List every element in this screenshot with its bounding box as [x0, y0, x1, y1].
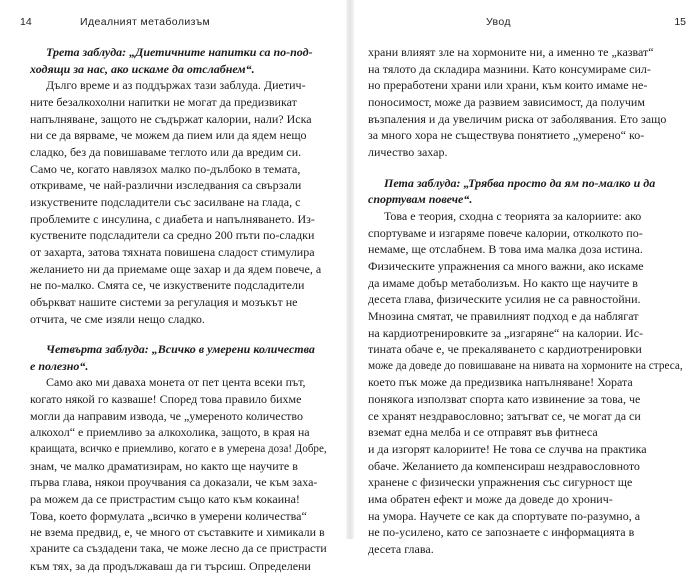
- text-line: Само че, когато навлязох малко по-дълбоко в темата,: [30, 161, 301, 176]
- text-line: да имаме добър метаболизъм. Но както ще научите в: [368, 275, 638, 290]
- left-page-body: [30, 44, 330, 574]
- right-page-body: [368, 44, 686, 558]
- text-line: когато някой го казваше! Според това правило бихме: [30, 392, 302, 407]
- text-line: алкохол“ е приемливо за алкохолика, защото, в края на: [30, 425, 310, 440]
- section-heading-line: Пета заблуда: „Трябва просто да ям по-малко и да: [384, 175, 656, 190]
- text-line: личество захар.: [368, 144, 448, 159]
- text-line: ните безалкохолни напитки не могат да предизвикат: [30, 94, 297, 109]
- text-line: изкуствените подсладители със засилване на глада, с: [30, 194, 301, 209]
- text-line: десета глава, физическите усилия не са равностойни.: [368, 292, 641, 307]
- text-line: има обратен ефект и може да доведе до хронич-: [368, 492, 613, 507]
- text-line: Дълго време и аз поддържах тази заблуда. Диетич-: [46, 78, 306, 93]
- text-line: желанието ни да приемаме още захар и да ядем повече, а: [30, 261, 322, 276]
- paragraph-gap: [368, 161, 686, 175]
- text-line: Това, което формулата „всичко в умерени количества“: [30, 508, 307, 523]
- section-heading-line: е полезно“.: [30, 358, 89, 373]
- text-line: поносимост, може да развием зависимост, да получим: [368, 94, 645, 109]
- text-line: на тялото да складира мазнини. Като консумираме сил-: [368, 61, 651, 76]
- text-line: понякога използват спорта като извинение за това, че: [368, 392, 641, 407]
- text-line: напълняване, защото не съдържат калории, нали? Иска: [30, 111, 312, 126]
- text-line: Мнозина смятат, че правилният подход е да наблягат: [368, 308, 639, 323]
- text-line: възпаления и да увеличим риска от заболявания. Ето защо: [368, 111, 667, 126]
- text-line: но преработени храни или храни, към които имаме не-: [368, 78, 648, 93]
- text-line: към тях, за да продължаваш да ги търсиш. Определени: [30, 558, 311, 573]
- text-line: проблемите с инсулина, с диабета и напълняването. Из-: [30, 211, 315, 226]
- text-line: немаме, ще отслабнем. В това има малка доза истина.: [368, 242, 643, 257]
- page-number-left: 14: [20, 16, 32, 28]
- page-number-right: 15: [674, 16, 686, 28]
- text-line: откриваме, че най-различни изследвания са свързали: [30, 178, 302, 193]
- text-line: което пък може да предизвика напълняване! Хората: [368, 375, 633, 390]
- text-line: за много хора не съществува понятието „умерено“ ко-: [368, 128, 645, 143]
- text-line: обаче. Желанието да компенсираш нездравословното: [368, 458, 640, 473]
- text-line: и да изгорят калориите! Не това се случва на практика: [368, 442, 647, 457]
- text-line: може да доведе до повишаване на нивата на хормоните на стреса,: [368, 359, 683, 372]
- text-line: десета глава.: [368, 542, 434, 557]
- text-line: сладко, без да повишаваме теглото или да вредим си.: [30, 144, 302, 159]
- text-line: краищата, всичко е приемливо, когато е в умерена доза! Добре,: [30, 443, 327, 456]
- left-page: [0, 0, 346, 573]
- text-line: не по-усилено, като се запознаете с информацията в: [368, 525, 635, 540]
- right-page: [354, 0, 700, 557]
- text-line: ра можем да се пристрастим също като към кокаина!: [30, 492, 300, 507]
- running-title-right: Увод: [486, 16, 511, 28]
- text-line: се хранят нездравословно; затъгват се, че могат да си: [368, 408, 641, 423]
- text-line: могли да направим извода, че „умереното количество: [30, 408, 304, 423]
- book-gutter: [346, 0, 354, 539]
- text-line: вземат една мелба и се отправят във фитнеса: [368, 425, 598, 440]
- text-line: отчита, че сме изяли нещо сладко.: [30, 311, 205, 326]
- text-line: от захарта, затова тяхната повишена сладост стимулира: [30, 244, 315, 259]
- text-line: храни влияят зле на хормоните ни, а именно те „казват“: [368, 45, 654, 59]
- text-line: спортуваме и изгаряме повече калории, отколкото по-: [368, 225, 643, 240]
- running-title-left: Идеалният метаболизъм: [80, 16, 211, 28]
- text-line: знам, че малко драматизирам, но както ще научите в: [30, 458, 298, 473]
- text-line: тината обаче е, че прекаляването с кардиотренировки: [368, 342, 642, 357]
- text-line: не взема предвид, е, че много от съставките и химикали в: [30, 525, 325, 540]
- text-line: на умора. Научете се как да спортувате по-разумно, а: [368, 508, 641, 523]
- text-line: объркват нашите системи за регулация и мозъкът не: [30, 294, 298, 309]
- section-heading-line: Трета заблуда: „Диетичните напитки са по-под-: [46, 45, 313, 59]
- section-heading-line: спортувам повече“.: [368, 192, 473, 207]
- text-line: хранене с физически упражнения със сигурност ще: [368, 475, 633, 490]
- text-line: на кардиотренировките за „изгаряне“ на калории. Ис-: [368, 325, 644, 340]
- text-line: Това е теория, сходна с теорията за калориите: ако: [384, 208, 642, 223]
- text-line: куствените подсладители са средно 200 пъти по-сладки: [30, 228, 315, 243]
- text-line: ни се да вярваме, че можем да пием или да ядем нещо: [30, 128, 307, 143]
- paragraph-gap: [30, 327, 330, 341]
- text-line: не по-малко. Смята се, че изкуствените подсладители: [30, 278, 305, 293]
- text-line: Само ако ми даваха монета от пет цента всеки път,: [46, 375, 306, 390]
- text-line: първа глава, някои проучвания са доказали, че към заха-: [30, 475, 318, 490]
- section-heading-line: Четвърта заблуда: „Всичко в умерени количества: [46, 342, 315, 357]
- text-line: храните са създадени така, че може лесно да се пристрасти: [30, 542, 327, 556]
- text-line: Физическите упражнения са много важни, ако искаме: [368, 258, 644, 273]
- section-heading-line: ходящи за нас, ако искаме да отслабнем“.: [30, 61, 255, 76]
